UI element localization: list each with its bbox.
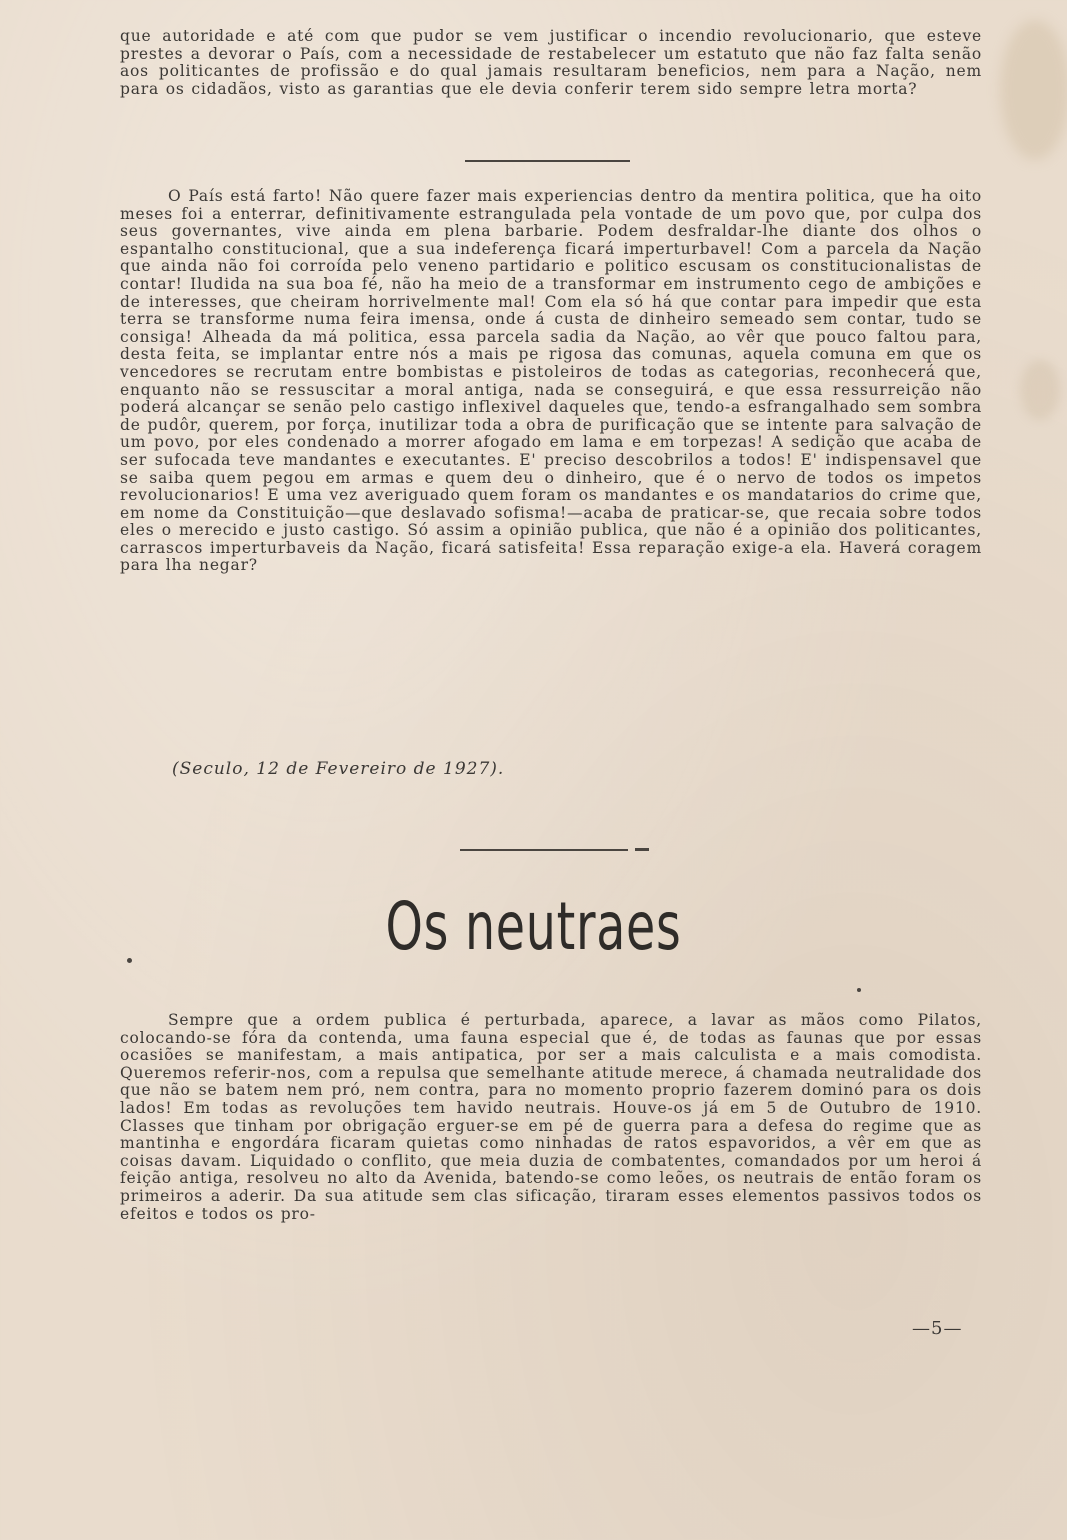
separator-ornament [635, 848, 649, 851]
separator-rule [460, 849, 628, 851]
ink-dot [857, 988, 861, 992]
paragraph-text: O País está farto! Não quere fazer mais experiencias dentro da mentira politica, que ha oito meses foi a enterrar, definitivamente estrangulada pela vontade de um povo que, por culpa dos seus governantes, vive ainda em plena barbarie. Podem desfraldar-lhe diante dos olhos o espantalho constitucional, que a sua indeferença ficará imperturbavel! Com a parcela da Nação que ainda não foi corroída pelo veneno partidario e politico escusam os constitucionalistas de contar! Iludida na sua boa fé, não ha meio de a transformar em instrumento cego de ambições e de interesses, que cheiram horrivelmente mal! Com ela só há que contar para impedir que esta terra se transforme numa feira imensa, onde á custa de dinheiro semeado sem contar, tudo se consiga! Alheada da má politica, essa parcela sadia da Nação, ao vêr que pouco faltou para, desta feita, se implantar entre nós a mais pe rigosa das comunas, aquela comuna em que os vencedores se recrutam entre bombistas e pistoleiros de todas as categorias, reconhecerá que, enquanto não se ressuscitar a moral antiga, nada se conseguirá, e que essa ressurreição não poderá alcançar se senão pelo castigo inflexivel daqueles que, tendo-a esfrangalhado sem sombra de pudôr, querem, por força, inutilizar toda a obra de purificação que se intente para salvação de um povo, por eles condenado a morrer afogado em lama e em torpezas! A sedição que acaba de ser sufocada teve mandantes e executantes. E' preciso descobrilos a todos! E' indispensavel que se saiba quem pegou em armas e quem deu o dinheiro, que é o nervo de todos os impetos revolucionarios! E uma vez averiguado quem foram os mandantes e os mandatarios do crime que, em nome da Constituição—que deslavado sofisma!—acaba de praticar-se, que recaia sobre todos eles o merecido e justo castigo. Só assim a opinião publica, que não é a opinião dos politicantes, carrascos imperturbaveis da Nação, ficará satisfeita! Essa reparação exige-a ela. Haverá coragem para lha negar? [120, 187, 982, 575]
paper-stain [1000, 20, 1067, 160]
separator-rule [465, 160, 630, 162]
ink-dot [127, 958, 132, 963]
paragraph [120, 188, 982, 575]
paper-stain [1020, 360, 1060, 420]
paragraph-text: Sempre que a ordem publica é perturbada, aparece, a lavar as mãos como Pilatos, colocando-se fóra da contenda, uma fauna especial que é, de todas as faunas que por essas ocasiões se manifestam, a mais antipatica, por ser a mais calculista e a mais comodista. Queremos referir-nos, com a repulsa que semelhante atitude merece, á chamada neutralidade dos que não se batem nem pró, nem contra, para no momento proprio fazerem dominó para os dois lados! Em todas as revoluções tem havido neutrais. Houve-os já em 5 de Outubro de 1910. Classes que tinham por obrigação erguer-se em pé de guerra para a defesa do regime que as mantinha e engordára ficaram quietas como ninhadas de ratos espavoridos, a vêr em que as coisas davam. Liquidado o conflito, que meia duzia de combatentes, comandados por um heroi á feição antiga, resolveu no alto da Avenida, batendo-se como leões, os neutrais de então foram os primeiros a aderir. Da sua atitude sem clas sificação, tiraram esses elementos passivos todos os efeitos e todos os pro- [120, 1011, 982, 1223]
paragraph-text: que autoridade e até com que pudor se vem justificar o incendio revolucionario, que esteve prestes a devorar o País, com a necessidade de restabelecer um estatuto que não faz falta senão aos politicantes de profissão e do qual jamais resultaram beneficios, nem para a Nação, nem para os cidadãos, visto as garantias que ele devia conferir terem sido sempre letra morta? [120, 27, 982, 98]
page-number: —5— [912, 1318, 963, 1339]
section-title: Os neutraes [385, 888, 682, 965]
source-citation: (Seculo, 12 de Fevereiro de 1927). [172, 759, 505, 779]
paragraph-continuation [120, 28, 982, 98]
section-paragraph [120, 1012, 982, 1223]
